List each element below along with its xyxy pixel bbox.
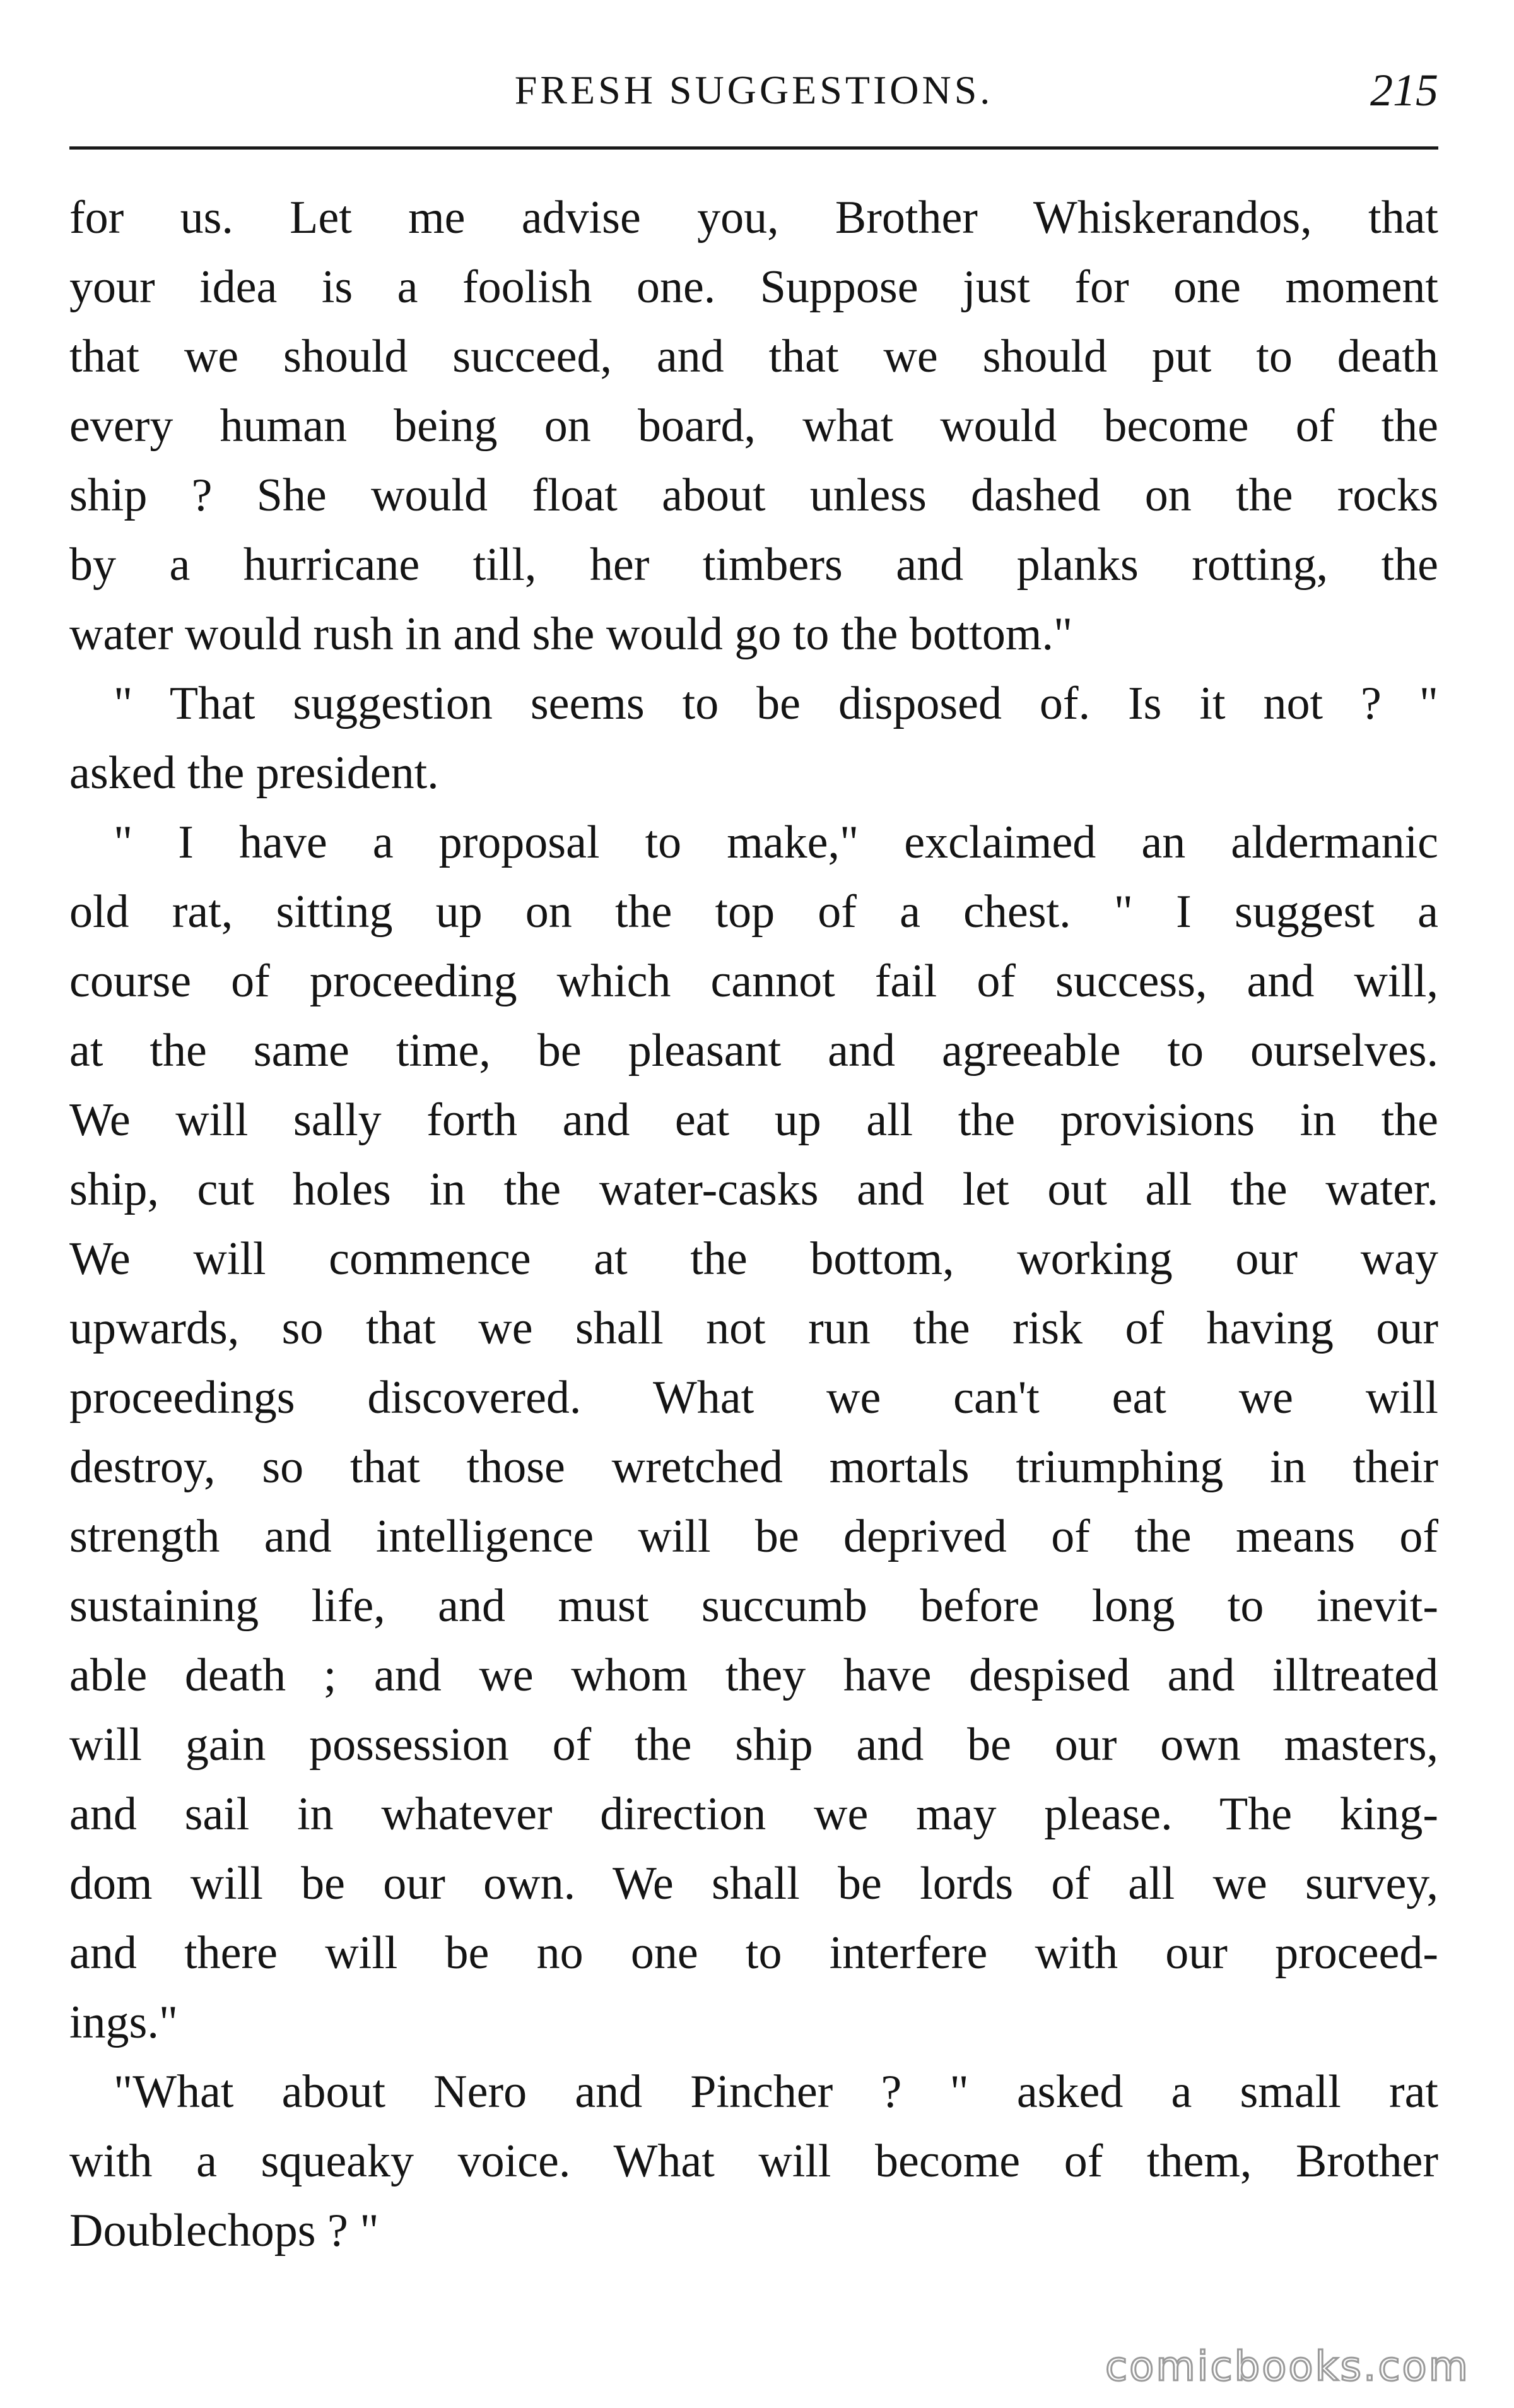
text-line: course of proceeding which cannot fail of success, and will, <box>69 955 1438 1007</box>
running-title: FRESH SUGGESTIONS. <box>514 68 994 112</box>
text-line: water would rush in and she would go to the bottom." <box>69 608 1073 660</box>
page-number: 215 <box>1370 65 1438 115</box>
text-line: proceedings discovered. What we can't eat we will <box>69 1372 1438 1424</box>
text-line: We will sally forth and eat up all the provisions in the <box>69 1094 1438 1146</box>
text-line: " That suggestion seems to be disposed of. Is it not ? " <box>114 678 1438 729</box>
text-line: " I have a proposal to make," exclaimed an aldermanic <box>114 817 1438 868</box>
text-line: your idea is a foolish one. Suppose just for one moment <box>69 261 1438 313</box>
watermark: comicbooks.com <box>1105 2344 1470 2390</box>
text-line: ship, cut holes in the water-casks and let out all the water. <box>69 1164 1438 1215</box>
text-line: "What about Nero and Pincher ? " asked a small rat <box>114 2066 1438 2118</box>
text-line: at the same time, be pleasant and agreeable to ourselves. <box>69 1025 1438 1077</box>
text-line: for us. Let me advise you, Brother Whiskerandos, that <box>69 192 1438 244</box>
text-line: and there will be no one to interfere with our proceed- <box>69 1927 1438 1979</box>
body-text <box>69 183 1438 2265</box>
text-line: able death ; and we whom they have despised and illtreated <box>69 1650 1438 1701</box>
text-line: Doublechops ? " <box>69 2205 379 2257</box>
text-line: strength and intelligence will be deprived of the means of <box>69 1511 1438 1562</box>
text-line: ings." <box>69 1997 179 2048</box>
text-line: ship ? She would float about unless dashed on the rocks <box>69 469 1438 521</box>
text-line: with a squeaky voice. What will become of them, Brother <box>69 2135 1438 2187</box>
text-line: We will commence at the bottom, working our way <box>69 1233 1438 1285</box>
text-line: sustaining life, and must succumb before long to inevit- <box>69 1580 1438 1632</box>
text-line: old rat, sitting up on the top of a chest. " I suggest a <box>69 886 1438 938</box>
header-rule <box>69 146 1438 150</box>
text-line: that we should succeed, and that we should put to death <box>69 331 1438 382</box>
text-line: every human being on board, what would become of the <box>69 400 1438 452</box>
running-head <box>69 56 1438 125</box>
text-line: asked the president. <box>69 747 439 799</box>
text-line: dom will be our own. We shall be lords of all we survey, <box>69 1858 1438 1909</box>
text-line: and sail in whatever direction we may please. The king- <box>69 1788 1438 1840</box>
text-line: upwards, so that we shall not run the risk of having our <box>69 1302 1438 1354</box>
text-line: by a hurricane till, her timbers and planks rotting, the <box>69 539 1438 591</box>
text-line: will gain possession of the ship and be our own masters, <box>69 1719 1438 1771</box>
text-line: destroy, so that those wretched mortals triumphing in their <box>69 1441 1438 1493</box>
